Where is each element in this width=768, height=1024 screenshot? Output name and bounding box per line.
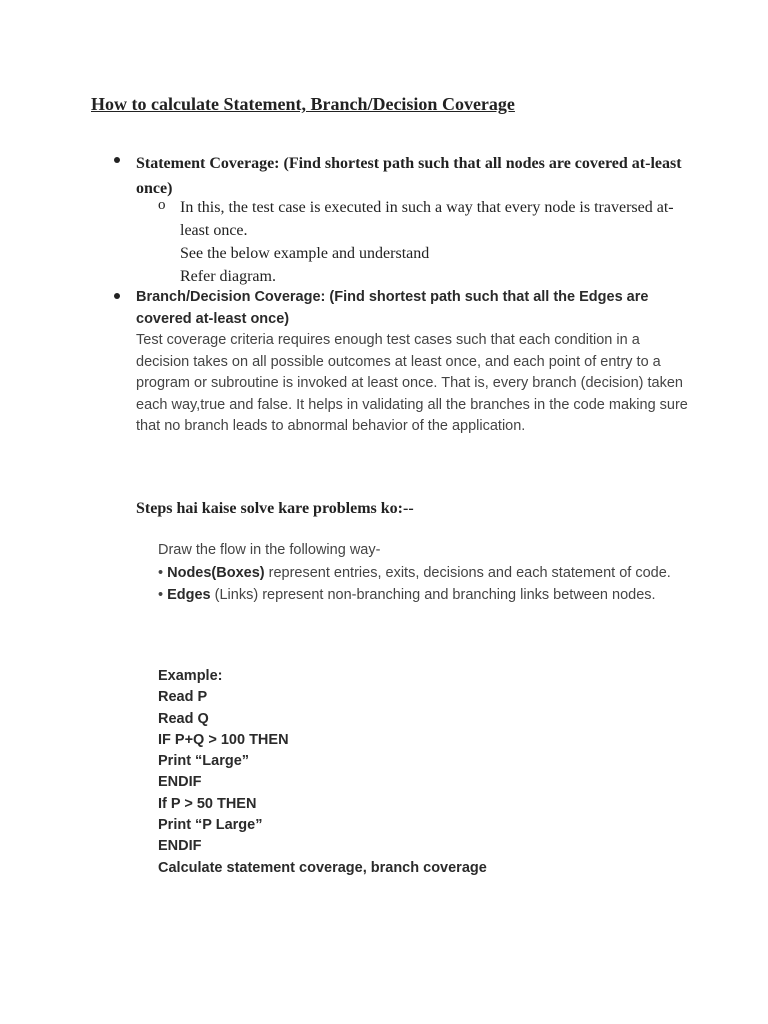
example-task: Calculate statement coverage, branch coverage — [158, 859, 487, 876]
statement-coverage-heading: Statement Coverage: (Find shortest path such that all nodes are covered at-least once) — [136, 155, 682, 197]
example-line: ENDIF — [158, 838, 202, 855]
flow-nodes-item — [158, 562, 698, 585]
bullet-branch-coverage — [114, 293, 120, 299]
flow-description — [158, 539, 698, 607]
statement-coverage-line: See the below example and understand — [180, 245, 430, 262]
example-heading: Example: — [158, 668, 223, 684]
bullet-statement-coverage — [114, 157, 120, 163]
branch-coverage-body: Test coverage criteria requires enough test cases such that each condition in a decision takes on all possible outcomes at least once, and each point of entry to a program or subroutine is invoked at least once. That is, every branch (decision) taken each way,true and false. It helps in validating all the branches in the code making sure that no branch leads to abnormal behavior of the application. — [136, 332, 688, 434]
steps-heading: Steps hai kaise solve kare problems ko:-- — [136, 500, 414, 517]
example-line: Read P — [158, 689, 208, 706]
nodes-description: represent entries, exits, decisions and each statement of code. — [264, 564, 671, 581]
nodes-term: Nodes(Boxes) — [167, 564, 265, 581]
example-line: Print “P Large” — [158, 817, 263, 834]
page-title: How to calculate Statement, Branch/Decision Coverage — [91, 94, 515, 114]
example-line: IF P+Q > 100 THEN — [158, 731, 289, 748]
branch-coverage-heading: Branch/Decision Coverage: (Find shortest path such that all the Edges are covered at-least once) — [136, 289, 649, 327]
example-block — [158, 666, 487, 879]
edges-description: (Links) represent non-branching and branching links between nodes. — [210, 587, 656, 603]
edges-term: Edges — [167, 587, 211, 603]
bullet-glyph: • — [158, 564, 164, 581]
example-line: Read Q — [158, 710, 209, 727]
sub-bullet-marker: o — [158, 197, 166, 213]
flow-intro: Draw the flow in the following way- — [158, 542, 381, 558]
statement-coverage-line: In this, the test case is executed in such a way that every node is traversed at-least once. — [180, 199, 674, 239]
statement-coverage-details — [180, 196, 680, 288]
example-line: If P > 50 THEN — [158, 795, 257, 812]
statement-coverage-line: Refer diagram. — [180, 268, 276, 285]
bullet-glyph: • — [158, 587, 164, 603]
example-line: Print “Large” — [158, 753, 250, 770]
example-line: ENDIF — [158, 774, 202, 791]
flow-edges-item — [158, 584, 698, 607]
